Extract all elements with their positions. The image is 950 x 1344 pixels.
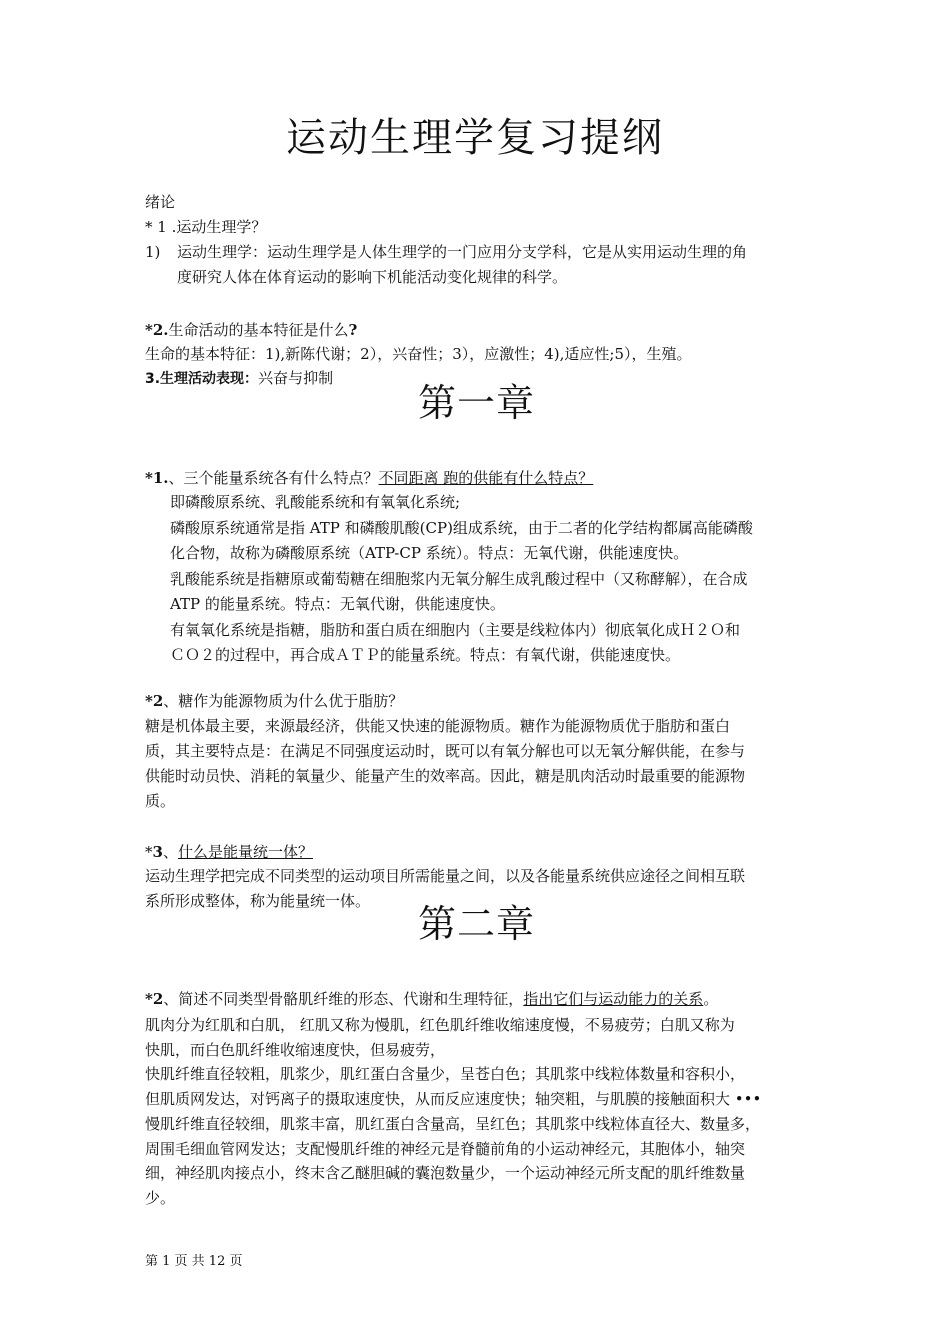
ch2-q2-prefix: *2 bbox=[145, 990, 164, 1008]
ch1-q1 bbox=[145, 466, 593, 490]
answer-line: 运动生理学把完成不同类型的运动项目所需能量之间，以及各能量系统供应途径之间相互联 bbox=[145, 867, 746, 885]
ch1-q2-text: 、糖作为能源物质为什么优于脂肪？ bbox=[163, 692, 404, 710]
intro-q2-text: 生命活动的基本特征是什么 bbox=[168, 321, 349, 339]
answer-line: 快肌纤维直径较粗，肌浆少，肌红蛋白含量少，呈苍白色；其肌浆中线粒体数量和容积小， bbox=[145, 1065, 746, 1084]
answer-line: 即磷酸原系统、乳酸能系统和有氧氧化系统; bbox=[170, 493, 461, 511]
answer-line: 供能时动员快、消耗的氧量少、能量产生的效率高。因此，糖是肌肉活动时最重要的能源物 bbox=[145, 767, 746, 785]
intro-q1 bbox=[145, 215, 266, 239]
answer-line: 糖是机体最主要，来源最经济，供能又快速的能源物质。糖作为能源物质优于脂肪和蛋白 bbox=[145, 717, 731, 735]
ch2-q2-end: 。 bbox=[703, 990, 719, 1008]
answer-line: 快肌，而白色肌纤维收缩速度快，但易疲劳， bbox=[145, 1040, 446, 1059]
answer-line: 质，其主要特点是：在满足不同强度运动时，既可以有氧分解也可以无氧分解供能，在参与 bbox=[145, 742, 746, 760]
answer-line: ＣＯ２的过程中，再合成ＡＴＰ的能量系统。特点：有氧代谢，供能速度快。 bbox=[170, 646, 681, 664]
answer-line: 乳酸能系统是指糖原或葡萄糖在细胞浆内无氧分解生成乳酸过程中（又称酵解），在合成 bbox=[170, 569, 748, 588]
answer-line: 化合物，故称为磷酸原系统（ATP-CP 系统）。特点：无氧代谢，供能速度快。 bbox=[170, 544, 689, 562]
answer-line: 周围毛细血管网发达；支配慢肌纤维的神经元是脊髓前角的小运动神经元，其胞体小，轴突 bbox=[145, 1139, 746, 1158]
answer-line: ATP 的能量系统。特点：无氧代谢，供能速度快。 bbox=[170, 595, 505, 613]
ch1-q3-sep: 、 bbox=[162, 843, 178, 861]
answer-line: 有氧氧化系统是指糖，脂肪和蛋白质在细胞内（主要是线粒体内）彻底氧化成Ｈ２Ｏ和 bbox=[170, 620, 741, 639]
intro-q3-label: 3.生理活动表现： bbox=[145, 371, 259, 387]
ch1-q1-underlined: 不同距离 跑的供能有什么特点？ bbox=[378, 469, 594, 487]
chapter1-title: 第一章 bbox=[418, 381, 536, 425]
page-footer: 第 1 页 共 12 页 bbox=[145, 1254, 243, 1269]
intro-q1-text: 运动生理学？ bbox=[176, 218, 267, 236]
ch2-q2-text: 、简述不同类型骨骼肌纤维的形态、代谢和生理特征， bbox=[163, 990, 524, 1008]
answer-line: 但肌质网发达，对钙离子的摄取速度快，从而反应速度快；轴突粗，与肌膜的接触面积大 ••• bbox=[145, 1090, 762, 1109]
answer-line: 慢肌纤维直径较细，肌浆丰富，肌红蛋白含量高，呈红色；其肌浆中线粒体直径大、数量多， bbox=[145, 1114, 761, 1133]
ch1-q2 bbox=[145, 689, 403, 713]
ch1-q1-text: 、三个能量系统各有什么特点？ bbox=[168, 469, 379, 487]
answer-line: 少。 bbox=[145, 1188, 176, 1207]
answer-line: 磷酸原系统通常是指 ATP 和磷酸肌酸(CP)组成系统，由于二者的化学结构都属高能磷酸 bbox=[170, 518, 753, 537]
intro-q2-answer: 生命的基本特征：1),新陈代谢；2），兴奋性；3），应激性；4),适应性;5），生殖。 bbox=[145, 345, 692, 363]
intro-q1-item-num: 1) bbox=[145, 243, 161, 261]
intro-q1-answer-line: 运动生理学：运动生理学是人体生理学的一门应用分支学科，它是从实用运动生理的角 bbox=[177, 243, 748, 261]
answer-line: 系所形成整体，称为能量统一体。 bbox=[145, 892, 371, 910]
intro-q2 bbox=[145, 318, 357, 342]
intro-q2-suffix: ? bbox=[348, 321, 358, 339]
ch1-q3-underlined: 什么是能量统一体？ bbox=[177, 843, 313, 861]
intro-heading: 绪论 bbox=[145, 193, 176, 211]
intro-q2-prefix: *2. bbox=[145, 321, 169, 339]
page-title: 运动生理学复习提纲 bbox=[286, 115, 664, 161]
ch1-q2-prefix: *2 bbox=[145, 692, 164, 710]
chapter2-title: 第二章 bbox=[418, 902, 536, 946]
answer-line: 肌肉分为红肌和白肌， 红肌又称为慢肌，红色肌纤维收缩速度慢，不易疲劳；白肌又称为 bbox=[145, 1016, 735, 1034]
intro-q1-answer-line: 度研究人体在体育运动的影响下机能活动变化规律的科学。 bbox=[177, 268, 568, 286]
intro-q1-prefix: * 1 . bbox=[145, 218, 177, 236]
ch1-q3-star: * bbox=[145, 843, 153, 861]
ch1-q3-num: 3 bbox=[152, 843, 163, 861]
ch2-q2 bbox=[145, 987, 718, 1011]
answer-line: 质。 bbox=[145, 792, 176, 810]
ch2-q2-underlined: 指出它们与运动能力的关系 bbox=[523, 990, 704, 1008]
ch1-q1-prefix: *1. bbox=[145, 469, 169, 487]
answer-line: 细，神经肌肉接点小，终末含乙醚胆碱的囊泡数量少，一个运动神经元所支配的肌纤维数量 bbox=[145, 1164, 746, 1183]
intro-q3 bbox=[145, 366, 333, 391]
intro-q3-answer: 兴奋与抑制 bbox=[258, 369, 334, 387]
ch1-q3 bbox=[145, 840, 313, 864]
